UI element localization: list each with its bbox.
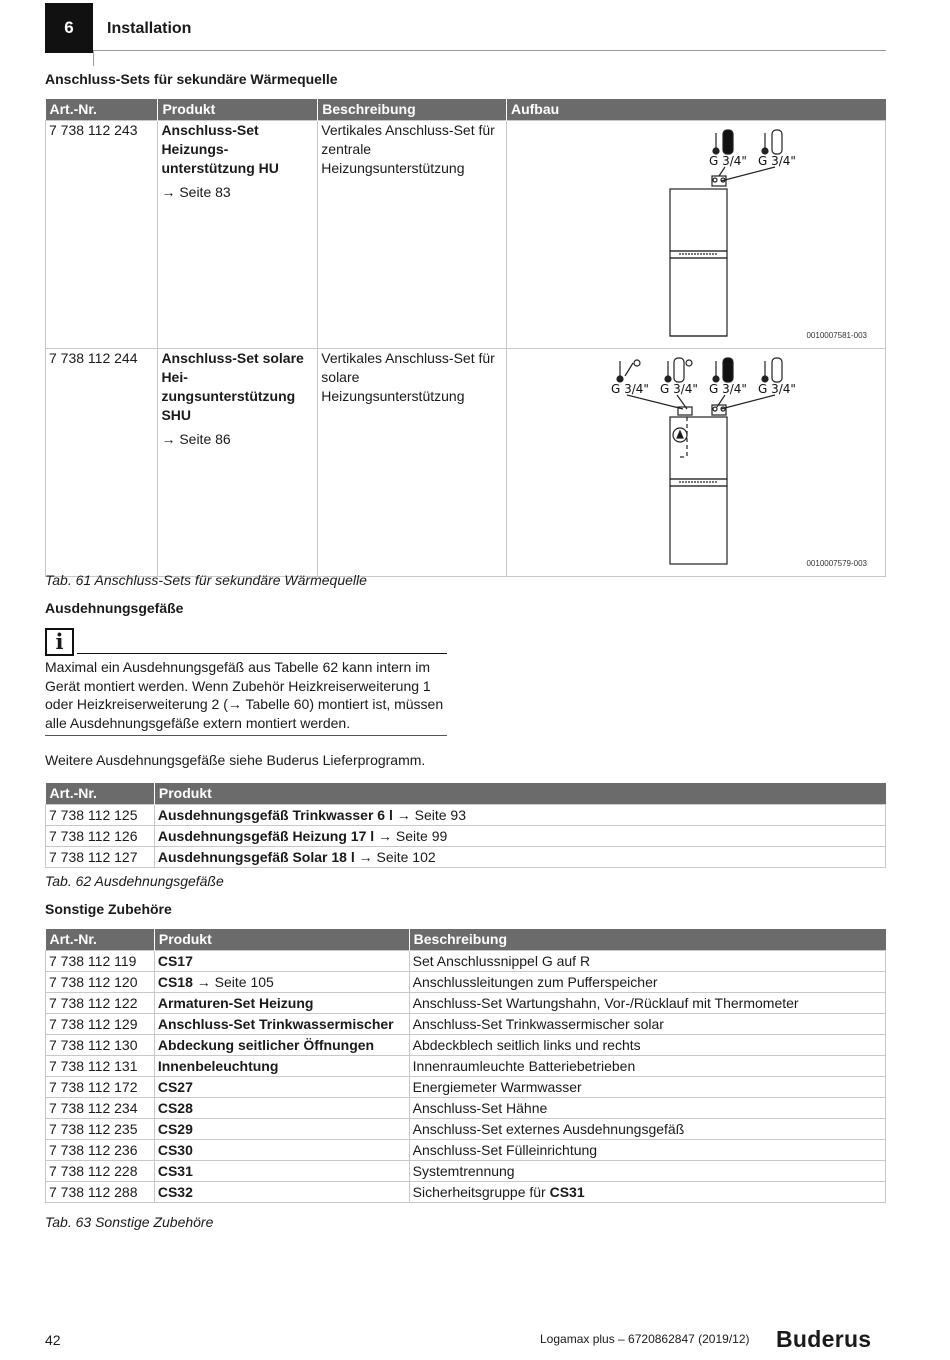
page-reference-link[interactable]: → Seite 99 <box>378 827 448 844</box>
cell-product <box>154 992 409 1013</box>
product-name: Ausdehnungsgefäß Trinkwasser 6 l <box>157 806 393 823</box>
col-header-aufbau: Aufbau <box>506 99 885 120</box>
cell-art: 7 738 112 131 <box>46 1055 155 1076</box>
cell-art: 7 738 112 126 <box>46 825 155 846</box>
cell-product <box>154 1013 409 1034</box>
product-name: Anschluss-Set Heizungs-unterstützung HU <box>161 121 279 176</box>
description-text: Anschluss-Set Trinkwassermischer solar <box>412 1015 664 1032</box>
table-row <box>46 120 886 348</box>
col-header-beschreibung: Beschreibung <box>318 99 507 120</box>
table-row <box>46 1013 886 1034</box>
cell-description <box>409 971 885 992</box>
cell-description <box>409 1181 885 1202</box>
cell-product <box>154 1160 409 1181</box>
cell-art: 7 738 112 120 <box>46 971 155 992</box>
product-name: Anschluss-Set solare Hei-zungsunterstützung SHU <box>161 349 304 423</box>
chapter-title: Installation <box>107 20 192 37</box>
chapter-number: 6 <box>45 3 93 53</box>
cell-description <box>409 1076 885 1097</box>
product-name: CS18 <box>157 973 193 990</box>
description-ref: CS31 <box>549 1183 585 1200</box>
cell-product <box>154 804 885 825</box>
cell-art: 7 738 112 129 <box>46 1013 155 1034</box>
cell-product <box>154 1181 409 1202</box>
cell-diagram <box>506 120 885 348</box>
product-name: CS30 <box>157 1141 193 1158</box>
cell-description <box>409 992 885 1013</box>
product-name: CS27 <box>157 1078 193 1095</box>
product-name: CS32 <box>157 1183 193 1200</box>
table-row <box>46 1181 886 1202</box>
info-note-text: Maximal ein Ausdehnungsgefäß aus Tabelle 62 kann intern im Gerät montiert werden. Wenn Zubehör Heizkreiserweiterung 1 oder Heizkreiserweiterung 2 (→ Tabelle 60) montiert ist, müssen alle Ausdehnungsgefäße extern montiert werden. <box>45 659 444 731</box>
table-row <box>46 971 886 992</box>
cell-product <box>154 950 409 971</box>
cell-art: 7 738 112 172 <box>46 1076 155 1097</box>
description-text: Anschluss-Set externes Ausdehnungsgefäß <box>412 1120 685 1137</box>
table-row <box>46 804 886 825</box>
cell-product <box>154 1055 409 1076</box>
table-row <box>46 1118 886 1139</box>
col-header-beschreibung: Beschreibung <box>409 929 885 950</box>
table-caption: Tab. 61 Anschluss-Sets für sekundäre Wärmequelle <box>45 572 367 588</box>
description-text: Anschluss-Set Fülleinrichtung <box>412 1141 598 1158</box>
section-title-sonstige-zubehoere: Sonstige Zubehöre <box>45 901 172 917</box>
document-reference: Logamax plus – 6720862847 (2019/12) <box>540 1332 750 1346</box>
cell-description: Vertikales Anschluss-Set für solare Heizungsunterstützung <box>318 348 507 576</box>
cell-description <box>409 1139 885 1160</box>
product-name: CS29 <box>157 1120 193 1137</box>
table-ausdehnungsgefaesse <box>45 783 886 868</box>
table-row <box>46 1097 886 1118</box>
product-name: Innenbeleuchtung <box>157 1057 279 1074</box>
connection-label: G 3/4" <box>757 381 796 396</box>
table-row <box>46 950 886 971</box>
cell-description: Vertikales Anschluss-Set für zentrale Heizungsunterstützung <box>318 120 507 348</box>
cell-art: 7 738 112 243 <box>46 120 158 348</box>
col-header-produkt: Produkt <box>154 929 409 950</box>
cell-product <box>154 825 885 846</box>
cell-product <box>154 971 409 992</box>
description-text: Sicherheitsgruppe für <box>412 1183 550 1200</box>
info-icon: i <box>45 628 74 656</box>
cell-diagram <box>506 348 885 576</box>
description-text: Anschlussleitungen zum Pufferspeicher <box>412 973 658 990</box>
table-sonstige-zubehoere <box>45 929 886 1203</box>
product-name: CS17 <box>157 952 193 969</box>
description-text: Abdeckblech seitlich links und rechts <box>412 1036 641 1053</box>
cell-product <box>158 348 318 576</box>
figure-code: 0010007579-003 <box>806 558 867 568</box>
figure-code: 0010007581-003 <box>806 330 867 340</box>
description-text: Anschluss-Set Hähne <box>412 1099 548 1116</box>
table-row <box>46 825 886 846</box>
cell-art: 7 738 112 122 <box>46 992 155 1013</box>
section-title-anschluss-sets: Anschluss-Sets für sekundäre Wärmequelle <box>45 71 338 87</box>
table-row <box>46 348 886 576</box>
shu-set-diagram <box>507 349 884 571</box>
page-reference-link[interactable]: → Seite 105 <box>196 973 274 990</box>
brand-logo: Buderus <box>776 1326 872 1352</box>
description-text: Energiemeter Warmwasser <box>412 1078 582 1095</box>
cell-description <box>409 1097 885 1118</box>
info-rule <box>77 653 447 654</box>
cell-product <box>154 846 885 867</box>
product-name: CS28 <box>157 1099 193 1116</box>
cell-product <box>154 1034 409 1055</box>
section-title-ausdehnungsgefaesse: Ausdehnungsgefäße <box>45 600 184 616</box>
cell-description <box>409 1055 885 1076</box>
cell-art: 7 738 112 119 <box>46 950 155 971</box>
col-header-produkt: Produkt <box>158 99 318 120</box>
table-anschluss-sets <box>45 99 886 577</box>
description-text: Innenraumleuchte Batteriebetrieben <box>412 1057 636 1074</box>
cell-art: 7 738 112 236 <box>46 1139 155 1160</box>
cell-description <box>409 1160 885 1181</box>
description-text: Anschluss-Set Wartungshahn, Vor-/Rücklauf mit Thermometer <box>412 994 799 1011</box>
cell-art: 7 738 112 125 <box>46 804 155 825</box>
product-name: Armaturen-Set Heizung <box>157 994 314 1011</box>
cell-art: 7 738 112 234 <box>46 1097 155 1118</box>
cell-art: 7 738 112 228 <box>46 1160 155 1181</box>
product-name: Ausdehnungsgefäß Solar 18 l <box>157 848 355 865</box>
cell-art: 7 738 112 288 <box>46 1181 155 1202</box>
table-row <box>46 846 886 867</box>
cell-description <box>409 1034 885 1055</box>
connection-label: G 3/4" <box>610 381 649 396</box>
cell-description <box>409 1118 885 1139</box>
cell-product <box>158 120 318 348</box>
page-reference-link[interactable]: → Seite 93 <box>396 806 466 823</box>
cell-product <box>154 1139 409 1160</box>
page-number: 42 <box>45 1332 61 1348</box>
cell-art: 7 738 112 127 <box>46 846 155 867</box>
product-name: Anschluss-Set Trinkwassermischer <box>157 1015 394 1032</box>
table-row <box>46 1055 886 1076</box>
cell-art: 7 738 112 235 <box>46 1118 155 1139</box>
product-name: Ausdehnungsgefäß Heizung 17 l <box>157 827 375 844</box>
page-reference-link[interactable]: → Seite 102 <box>358 848 436 865</box>
description-text: Set Anschlussnippel G auf R <box>412 952 591 969</box>
cell-product <box>154 1076 409 1097</box>
body-text: Weitere Ausdehnungsgefäße siehe Buderus Lieferprogramm. <box>45 752 426 768</box>
page-reference-link[interactable]: → Seite 86 <box>161 430 231 447</box>
col-header-art: Art.-Nr. <box>46 99 158 120</box>
col-header-art: Art.-Nr. <box>46 929 155 950</box>
description-text: Systemtrennung <box>412 1162 515 1179</box>
cell-product <box>154 1118 409 1139</box>
table-row <box>46 1160 886 1181</box>
table-row <box>46 1139 886 1160</box>
table-caption: Tab. 62 Ausdehnungsgefäße <box>45 873 224 889</box>
connection-label: G 3/4" <box>708 381 747 396</box>
cell-product <box>154 1097 409 1118</box>
product-name: Abdeckung seitlicher Öffnungen <box>157 1036 375 1053</box>
product-name: CS31 <box>157 1162 193 1179</box>
table-row <box>46 1034 886 1055</box>
table-row <box>46 992 886 1013</box>
table-header-row <box>46 99 886 120</box>
connection-label: G 3/4" <box>757 153 796 168</box>
table-header-row <box>46 929 886 950</box>
cell-description <box>409 950 885 971</box>
col-header-produkt: Produkt <box>154 783 885 804</box>
cell-description <box>409 1013 885 1034</box>
cell-art: 7 738 112 130 <box>46 1034 155 1055</box>
table-caption: Tab. 63 Sonstige Zubehöre <box>45 1214 214 1230</box>
table-row <box>46 1076 886 1097</box>
header-rule <box>93 50 886 51</box>
connection-label: G 3/4" <box>708 153 747 168</box>
col-header-art: Art.-Nr. <box>46 783 155 804</box>
connection-label: G 3/4" <box>659 381 698 396</box>
info-rule <box>45 735 447 736</box>
hu-set-diagram <box>507 121 884 343</box>
page-reference-link[interactable]: → Seite 83 <box>161 183 231 200</box>
cell-art: 7 738 112 244 <box>46 348 158 576</box>
table-header-row <box>46 783 886 804</box>
header-tick <box>93 50 94 66</box>
